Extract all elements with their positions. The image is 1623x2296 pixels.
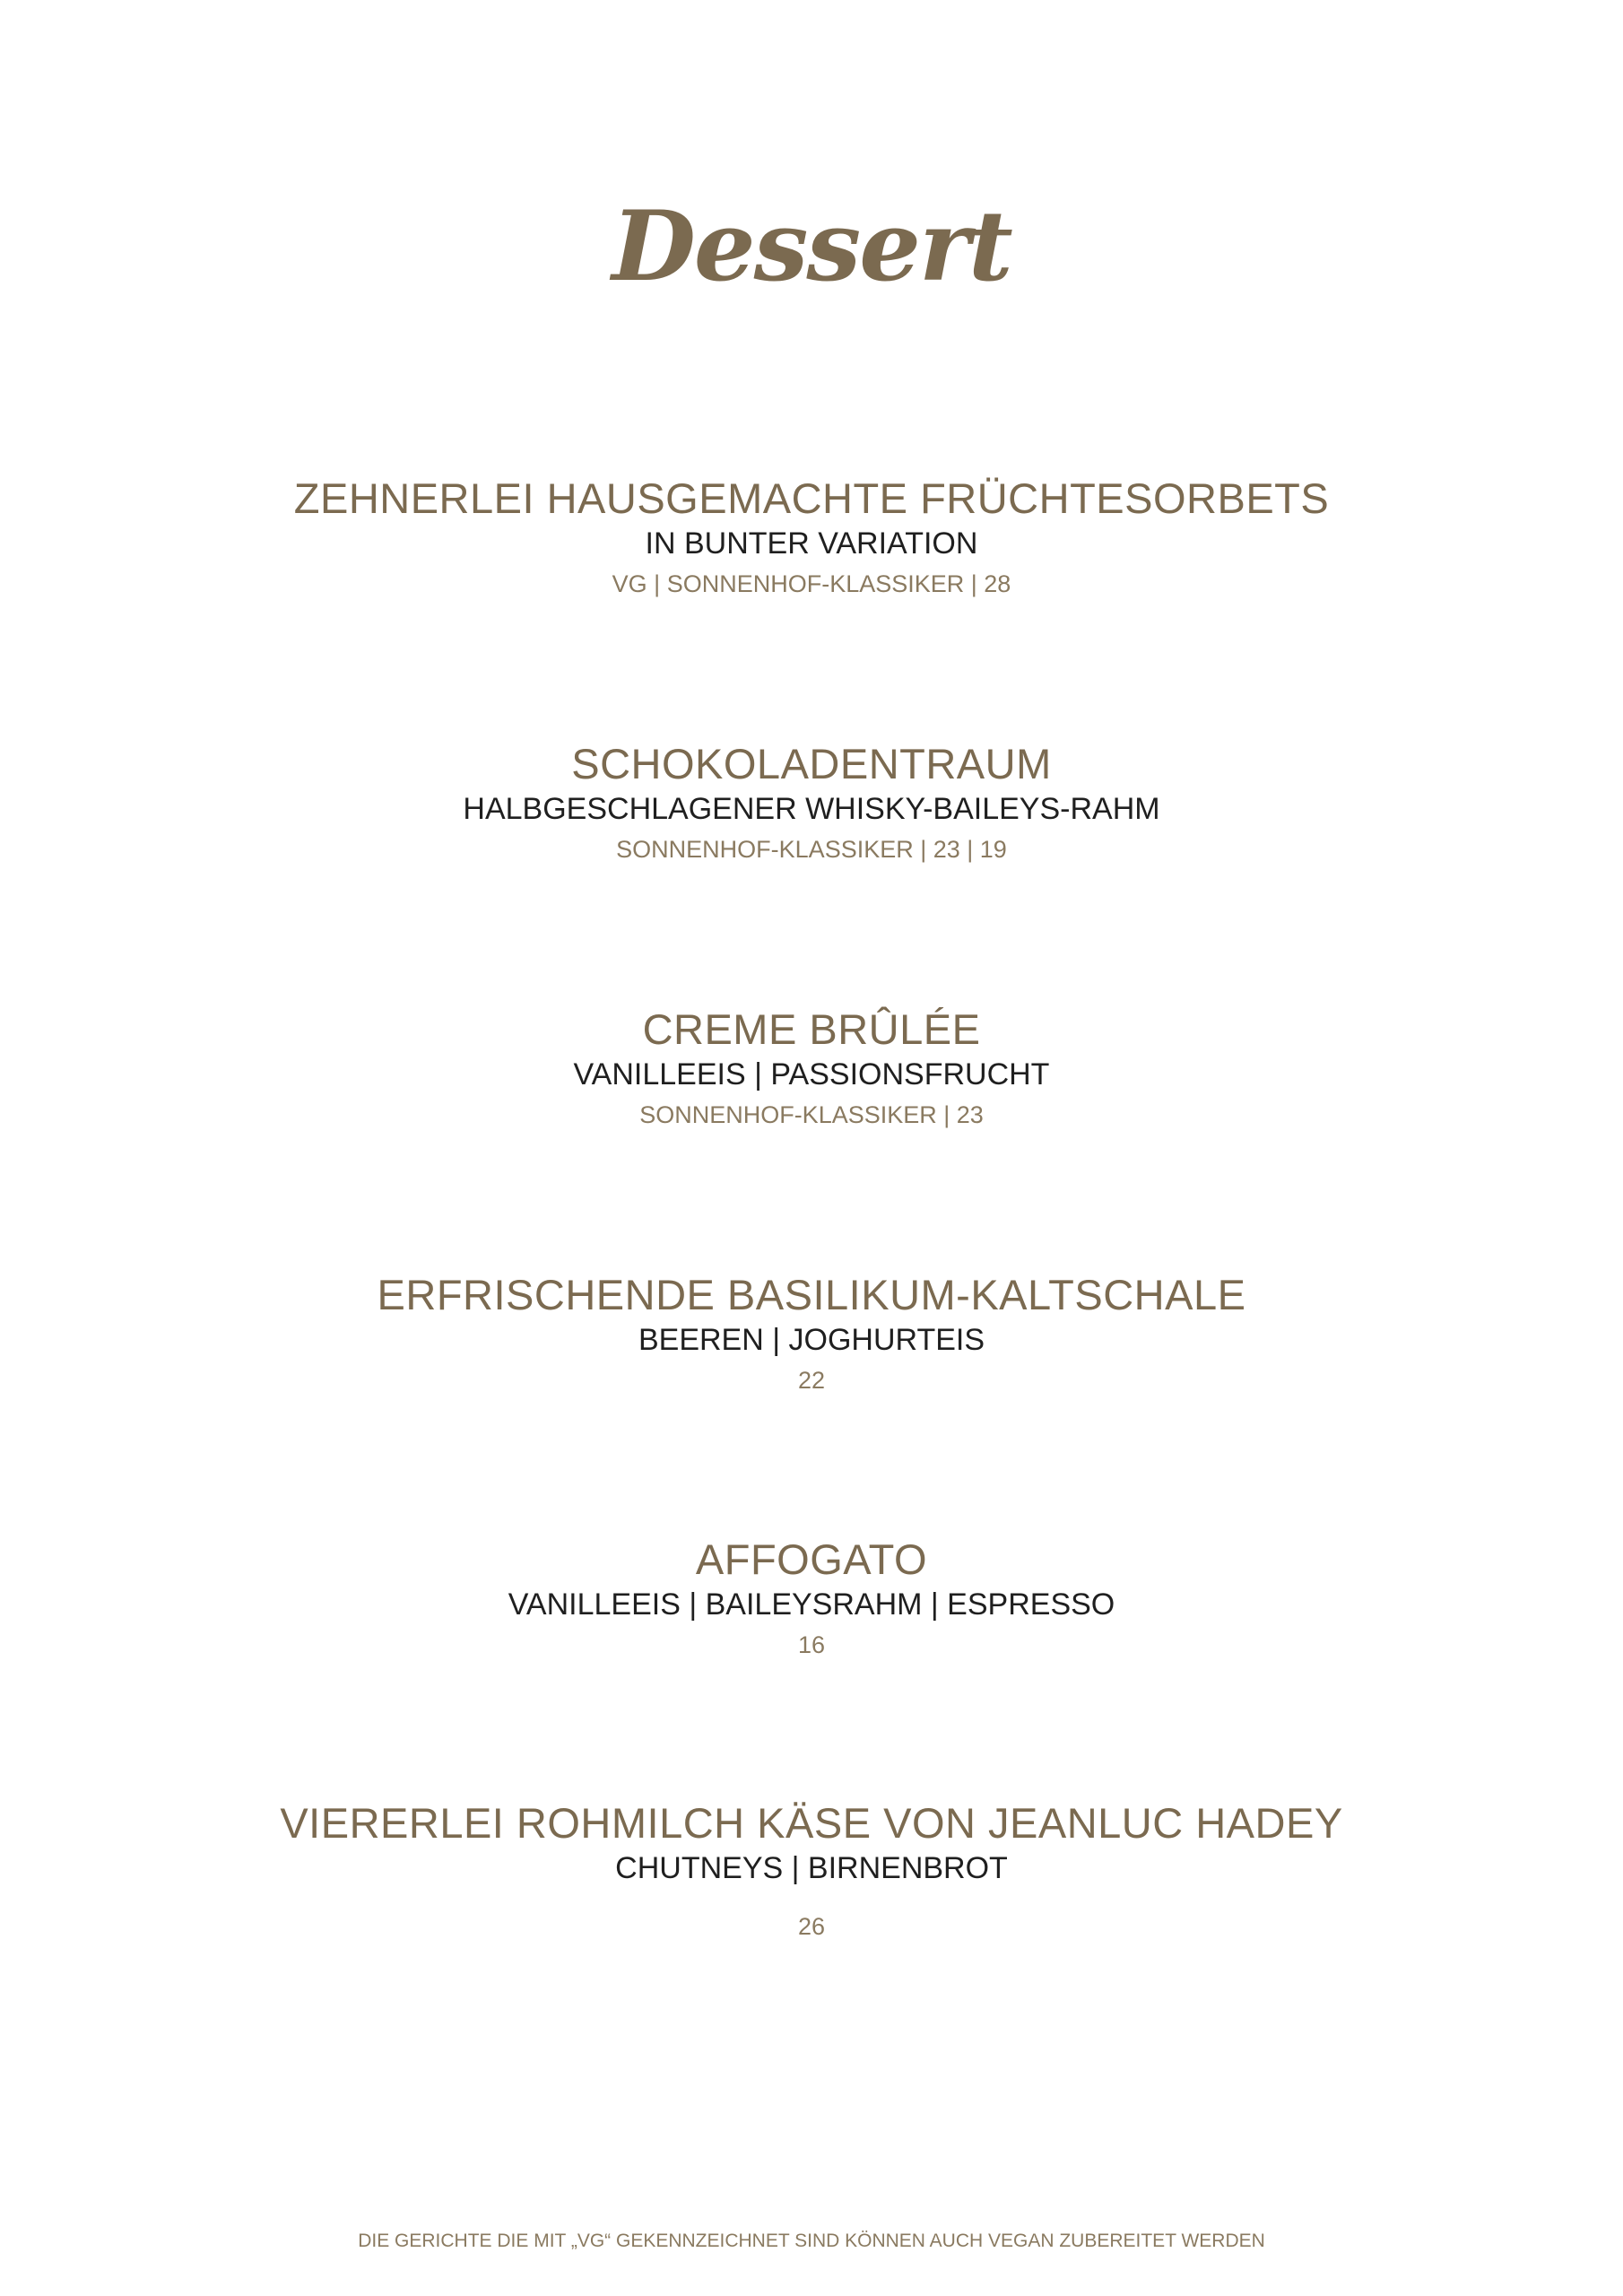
menu-item-description: HALBGESCHLAGENER WHISKY-BAILEYS-RAHM xyxy=(463,792,1160,826)
menu-item-meta: SONNENHOF-KLASSIKER | 23 xyxy=(639,1101,984,1128)
menu-item-description: VANILLEEIS | BAILEYSRAHM | ESPRESSO xyxy=(508,1587,1115,1622)
menu-item-name: VIERERLEI ROHMILCH KÄSE VON JEANLUC HADEY xyxy=(280,1799,1343,1847)
menu-item-rohmilch-kaese xyxy=(0,1798,1623,1947)
menu-item-description: IN BUNTER VARIATION xyxy=(645,526,978,561)
menu-item-schokoladentraum xyxy=(0,739,1623,870)
menu-item-description: BEEREN | JOGHURTEIS xyxy=(638,1323,985,1357)
menu-item-meta: 22 xyxy=(797,1367,826,1394)
menu-item-name: ERFRISCHENDE BASILIKUM-KALTSCHALE xyxy=(377,1271,1246,1318)
menu-item-creme-brulee xyxy=(0,1004,1623,1135)
menu-item-meta: 16 xyxy=(797,1631,826,1658)
footer-note: DIE GERICHTE DIE MIT „VG“ GEKENNZEICHNET SIND KÖNNEN AUCH VEGAN ZUBEREITET WERDEN xyxy=(358,2231,1265,2251)
menu-item-name: CREME BRÛLÉE xyxy=(642,1005,981,1053)
page-title: Dessert xyxy=(612,190,1011,303)
menu-item-name: SCHOKOLADENTRAUM xyxy=(571,740,1052,787)
menu-item-name: ZEHNERLEI HAUSGEMACHTE FRÜCHTESORBETS xyxy=(293,474,1330,522)
menu-item-meta: VG | SONNENHOF-KLASSIKER | 28 xyxy=(612,570,1011,597)
menu-item-affogato xyxy=(0,1535,1623,1665)
menu-item-name: AFFOGATO xyxy=(695,1535,928,1583)
menu-item-sorbets xyxy=(0,474,1623,604)
menu-item-meta: SONNENHOF-KLASSIKER | 23 | 19 xyxy=(616,836,1007,863)
menu-item-basilikum-kaltschale xyxy=(0,1270,1623,1401)
menu-item-description: VANILLEEIS | PASSIONSFRUCHT xyxy=(573,1057,1050,1091)
menu-item-meta: 26 xyxy=(797,1913,826,1940)
menu-item-description: CHUTNEYS | BIRNENBROT xyxy=(615,1851,1008,1885)
